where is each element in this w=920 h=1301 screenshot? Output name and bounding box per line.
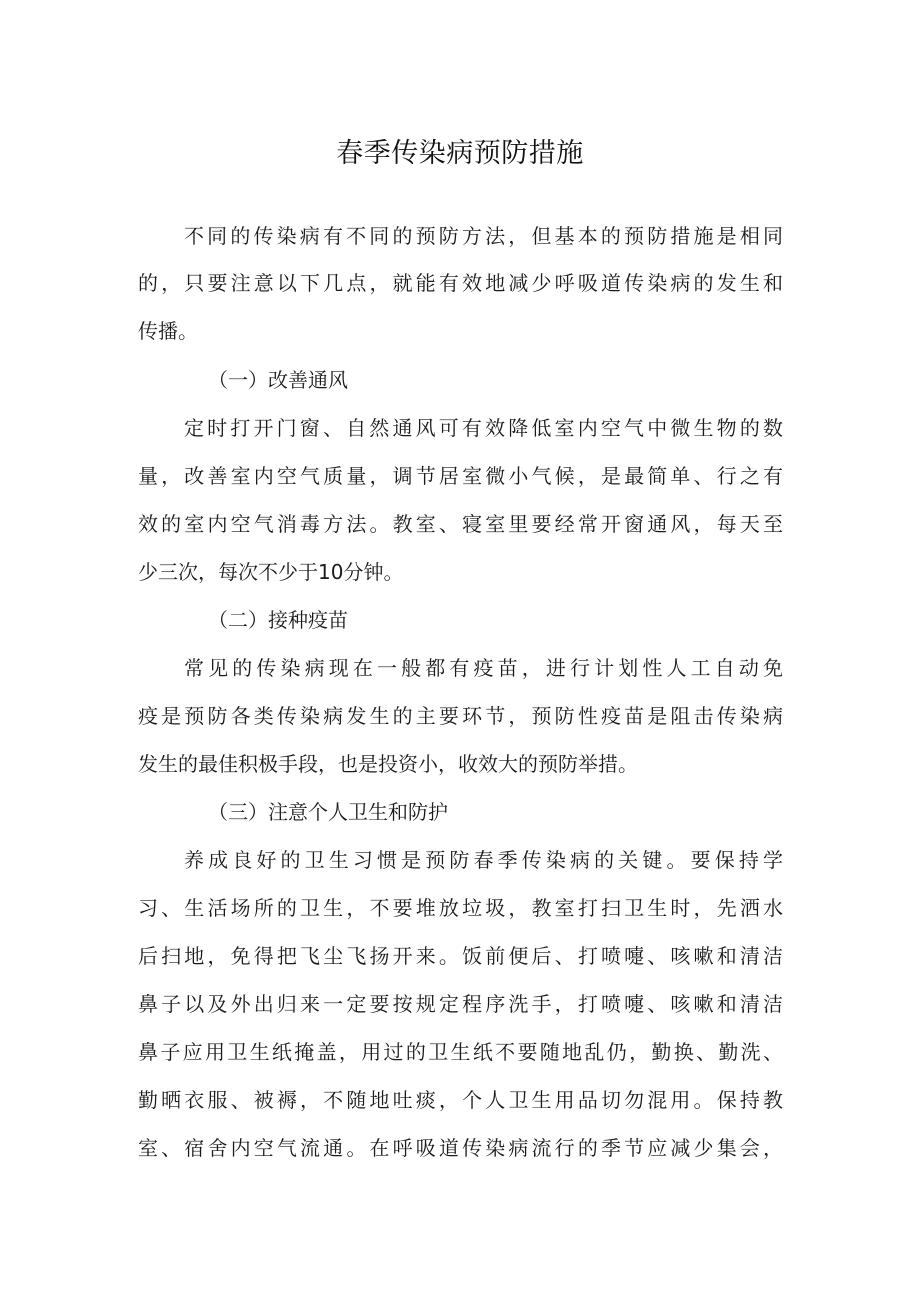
section-2-line: 常见的传染病现在一般都有疫苗，进行计划性人工自动免 xyxy=(184,656,783,680)
section-3-line: 养成良好的卫生习惯是预防春季传染病的关键。要保持学 xyxy=(184,848,783,872)
section-3-line: 勤晒衣服、被褥，不随地吐痰，个人卫生用品切勿混用。保持教 xyxy=(138,1088,783,1112)
section-heading-vaccination: （二）接种疫苗 xyxy=(208,608,348,632)
section-3-line: 习、生活场所的卫生，不要堆放垃圾，教室打扫卫生时，先洒水 xyxy=(138,896,783,920)
intro-line: 不同的传染病有不同的预防方法，但基本的预防措施是相同 xyxy=(184,224,783,248)
intro-line: 传播。 xyxy=(138,319,198,343)
section-heading-hygiene: （三）注意个人卫生和防护 xyxy=(208,800,448,824)
section-3-line: 后扫地，免得把飞尘飞扬开来。饭前便后、打喷嚏、咳嗽和清洁 xyxy=(138,944,783,968)
section-1-line: 效的室内空气消毒方法。教室、寝室里要经常开窗通风，每天至 xyxy=(138,512,783,536)
section-heading-ventilation: （一）改善通风 xyxy=(208,368,348,392)
page-title: 春季传染病预防措施 xyxy=(336,138,584,169)
section-3-line: 室、宿舍内空气流通。在呼吸道传染病流行的季节应减少集会， xyxy=(138,1136,783,1160)
section-3-line: 鼻子应用卫生纸掩盖，用过的卫生纸不要随地乱仍，勤换、勤洗、 xyxy=(138,1040,783,1064)
section-1-line: 量，改善室内空气质量，调节居室微小气候，是最简单、行之有 xyxy=(138,464,783,488)
section-2-line: 发生的最佳积极手段，也是投资小，收效大的预防举措。 xyxy=(138,752,638,776)
section-2-line: 疫是预防各类传染病发生的主要环节，预防性疫苗是阻击传染病 xyxy=(138,704,783,728)
section-1-line: 少三次，每次不少于10分钟。 xyxy=(138,560,404,584)
intro-line: 的，只要注意以下几点，就能有效地减少呼吸道传染病的发生和 xyxy=(138,271,783,295)
section-1-line: 定时打开门窗、自然通风可有效降低室内空气中微生物的数 xyxy=(184,416,783,440)
section-3-line: 鼻子以及外出归来一定要按规定程序洗手，打喷嚏、咳嗽和清洁 xyxy=(138,992,783,1016)
